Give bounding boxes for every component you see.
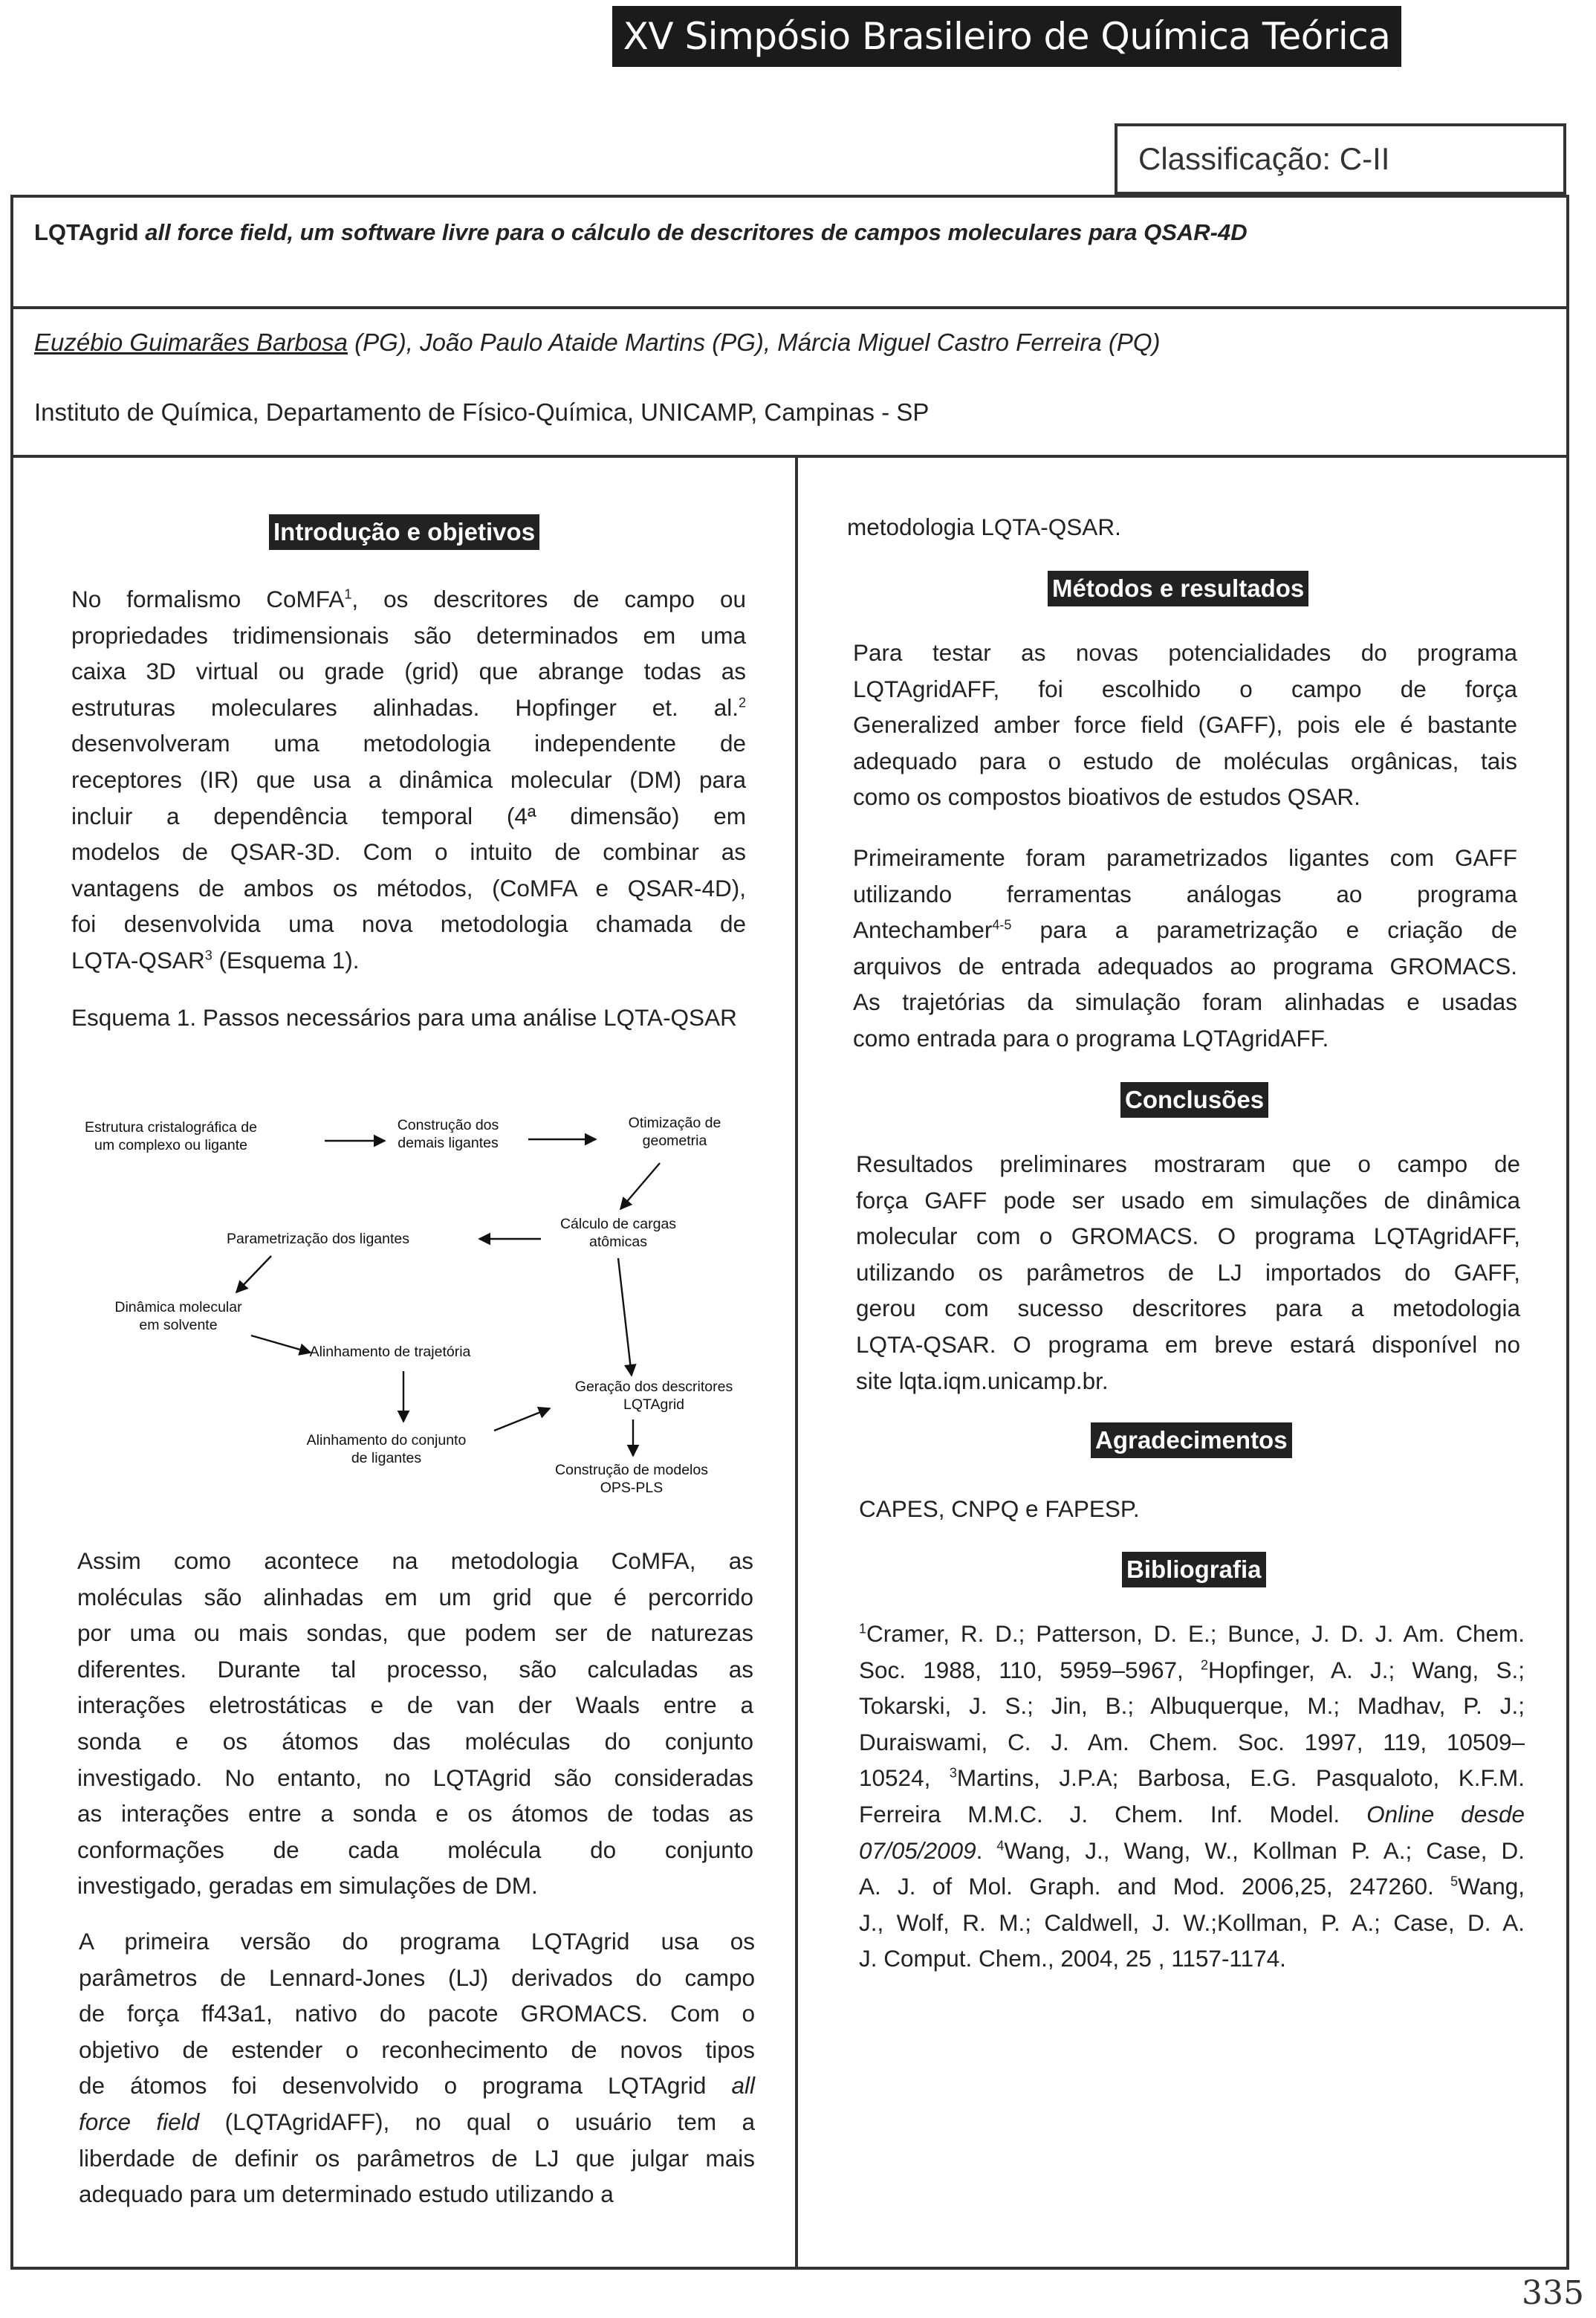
text-line: força GAFF pode ser usado em simulações de dinâmica <box>856 1186 1520 1214</box>
node-set-alignment-l1: Alinhamento do conjunto <box>306 1432 467 1448</box>
text-line: As trajetórias da simulação foram alinhadas e usadas <box>853 988 1517 1016</box>
node-charge-calc-l1: Cálculo de cargas <box>559 1216 677 1232</box>
text-line: estruturas moleculares alinhadas. Hopfinger et. al.$^2$ <box>71 693 746 721</box>
node-ligand-construction-l2: demais ligantes <box>398 1135 499 1151</box>
methods-paragraph-1 <box>853 635 1517 815</box>
text-line: Assim como acontece na metodologia CoMFA, as <box>77 1547 753 1574</box>
text-line: modelos de QSAR-3D. Com o intuito de combinar as <box>71 838 746 866</box>
text-line: Para testar as novas potencialidades do programa <box>853 639 1517 666</box>
section-methods-heading: Métodos e resultados <box>1048 571 1308 606</box>
page-number: 335 <box>1522 2274 1584 2312</box>
methods-paragraph-2 <box>853 840 1517 1057</box>
column-divider <box>795 458 798 2270</box>
text-line: molecular com o GROMACS. O programa LQTAgridAFF, <box>856 1223 1520 1250</box>
text-line: LQTA-QSAR. O programa em breve estará disponível no <box>856 1330 1520 1358</box>
lead-author: Euzébio Guimarães Barbosa <box>34 328 348 356</box>
scheme-caption: Esquema 1. Passos necessários para uma análise LQTA-QSAR <box>71 1004 737 1031</box>
text-line: diferentes. Durante tal processo, são calculadas as <box>77 1655 753 1683</box>
text-line: como os compostos bioativos de estudos QSAR. <box>853 783 1360 811</box>
text-line: Tokarski, J. S.; Jin, B.; Albuquerque, M.; Madhav, P. J.; <box>859 1692 1525 1720</box>
text-line: interações eletrostáticas e de van der Waals entre a <box>77 1691 753 1719</box>
text-line: Antechamber$^{4-5}$ para a parametrização e criação de <box>853 916 1517 944</box>
text-line: de átomos foi desenvolvido o programa LQTAgrid all <box>79 2072 755 2100</box>
text-line: utilizando ferramentas análogas ao programa <box>853 880 1517 907</box>
text-line: conformações de cada molécula do conjunto <box>77 1836 753 1863</box>
node-md-solvent-l1: Dinâmica molecular <box>114 1299 242 1315</box>
text-line: foi desenvolvida uma nova metodologia chamada de <box>71 910 746 938</box>
lqta-qsar-workflow-diagram <box>74 1096 758 1512</box>
text-line: gerou com sucesso descritores para a metodologia <box>856 1295 1520 1322</box>
text-line: desenvolveram uma metodologia independente de <box>71 730 746 757</box>
title-text: all force field, um software livre para o cálculo de descritores de campos moleculares para QSAR-4D <box>138 219 1248 245</box>
text-line: as interações entre a sonda e os átomos de todas as <box>77 1800 753 1827</box>
arrow-set-alignment-to-descriptors <box>494 1408 550 1431</box>
text-line: como entrada para o programa LQTAgridAFF. <box>853 1024 1329 1052</box>
text-line: moléculas são alinhadas em um grid que é percorrido <box>77 1583 753 1610</box>
node-parametrization: Parametrização dos ligantes <box>226 1231 410 1247</box>
node-ligand-construction-l1: Construção dos <box>397 1117 499 1133</box>
text-line: arquivos de entrada adequados ao programa GROMACS. <box>853 952 1517 980</box>
node-descriptor-generation-l1: Geração dos descritores <box>574 1379 733 1395</box>
text-line: Soc. 1988, 110, 5959–5967, $^2$Hopfinger, A. J.; Wang, S.; <box>859 1656 1525 1683</box>
text-line: propriedades tridimensionais são determinados em uma <box>71 621 746 649</box>
text-line: sonda e os átomos das moléculas do conjunto <box>77 1727 753 1755</box>
text-line: liberdade de definir os parâmetros de LJ que julgar mais <box>79 2144 755 2172</box>
intro-paragraph <box>71 581 746 979</box>
text-line: A primeira versão do programa LQTAgrid usa os <box>79 1928 755 1955</box>
section-biblio-heading: Bibliografia <box>1122 1552 1266 1587</box>
text-line: J., Wolf, R. M.; Caldwell, J. W.;Kollman, P. A.; Case, D. A. <box>859 1909 1525 1936</box>
node-ops-pls-l1: Construção de modelos <box>555 1462 708 1478</box>
institution: Instituto de Química, Departamento de Físico-Química, UNICAMP, Campinas - SP <box>34 398 930 426</box>
text-line: LQTAgridAFF, foi escolhido o campo de força <box>853 675 1517 702</box>
text-line: Ferreira M.M.C. J. Chem. Inf. Model. Online desde <box>859 1800 1525 1827</box>
bibliography-list <box>859 1616 1525 1977</box>
text-line: No formalismo CoMFA$^1$, os descritores de campo ou <box>71 586 746 612</box>
text-line: incluir a dependência temporal (4ª dimensão) em <box>71 802 746 829</box>
text-line: site lqta.iqm.unicamp.br. <box>856 1367 1109 1394</box>
text-line: caixa 3D virtual ou grade (grid) que abrange todas as <box>71 658 746 685</box>
node-ops-pls-l2: OPS-PLS <box>600 1480 664 1496</box>
text-line: receptores (IR) que usa a dinâmica molecular (DM) para <box>71 765 746 793</box>
text-line: 07/05/2009. $^4$Wang, J., Wang, W., Kollman P. A.; Case, D. <box>859 1836 1525 1864</box>
grid-paragraph <box>77 1543 753 1904</box>
text-line: parâmetros de Lennard-Jones (LJ) derivados do campo <box>79 1963 755 1991</box>
program-paragraph <box>79 1923 755 2212</box>
node-charge-calc-l2: atômicas <box>588 1234 648 1250</box>
text-line: $^1$Cramer, R. D.; Patterson, D. E.; Bunce, J. D. J. Am. Chem. <box>859 1620 1525 1647</box>
text-line: adequado para o estudo de moléculas orgânicas, tais <box>853 747 1517 774</box>
text-line: Generalized amber force field (GAFF), pois ele é bastante <box>853 711 1517 739</box>
node-descriptor-generation-l2: LQTAgrid <box>623 1396 684 1413</box>
section-conclusions-heading: Conclusões <box>1120 1082 1268 1118</box>
text-line: adequado para um determinado estudo utilizando a <box>79 2181 614 2208</box>
arrow-charges-to-descriptors <box>618 1258 632 1376</box>
text-line: force field (LQTAgridAFF), no qual o usuário tem a <box>79 2108 755 2135</box>
text-line: utilizando os parâmetros de LJ importados do GAFF, <box>856 1258 1520 1286</box>
node-md-solvent-l2: em solvente <box>139 1317 218 1333</box>
node-crystal-structure-l2: um complexo ou ligante <box>94 1137 247 1153</box>
text-line: objetivo de estender o reconhecimento de novos tipos <box>79 2036 755 2063</box>
text-line: Duraiswami, C. J. Am. Chem. Soc. 1997, 119, 10509– <box>859 1728 1525 1755</box>
text-line: vantagens de ambos os métodos, (CoMFA e QSAR-4D), <box>71 874 746 901</box>
conclusions-paragraph <box>856 1146 1520 1399</box>
arrow-parametrization-to-md <box>236 1256 271 1292</box>
node-trajectory-alignment: Alinhamento de trajetória <box>309 1344 471 1360</box>
classification-box: Classificação: C-II <box>1115 123 1566 195</box>
conference-banner: XV Simpósio Brasileiro de Química Teórica <box>612 6 1401 67</box>
text-line: A. J. of Mol. Graph. and Mod. 2006,25, 247260. $^5$Wang, <box>859 1873 1525 1900</box>
text-line: J. Comput. Chem., 2004, 25 , 1157-1174. <box>859 1945 1286 1972</box>
arrow-optimization-to-charges <box>620 1163 660 1209</box>
continued-text: metodologia LQTA-QSAR. <box>847 514 1121 540</box>
node-crystal-structure-l1: Estrutura cristalográfica de <box>85 1119 257 1136</box>
node-geometry-opt-l2: geometria <box>642 1133 707 1149</box>
section-intro-heading: Introdução e objetivos <box>269 514 539 550</box>
node-geometry-opt-l1: Otimização de <box>628 1115 721 1131</box>
text-line: LQTA-QSAR$^3$ (Esquema 1). <box>71 946 360 974</box>
text-line: Primeiramente foram parametrizados ligantes com GAFF <box>853 844 1517 871</box>
title-program: LQTAgrid <box>34 219 139 245</box>
text-line: investigado, geradas em simulações de DM. <box>77 1872 538 1900</box>
text-line: investigado. No entanto, no LQTAgrid são consideradas <box>77 1764 753 1791</box>
text-line: 10524, $^3$Martins, J.P.A; Barbosa, E.G. Pasqualoto, K.F.M. <box>859 1764 1525 1792</box>
arrow-md-to-trajectory <box>251 1336 311 1353</box>
co-authors: (PG), João Paulo Ataide Martins (PG), Márcia Miguel Castro Ferreira (PQ) <box>347 328 1161 356</box>
text-line: por uma ou mais sondas, que podem ser de naturezas <box>77 1619 753 1647</box>
node-set-alignment-l2: de ligantes <box>351 1450 422 1466</box>
text-line: Resultados preliminares mostraram que o campo de <box>856 1150 1520 1177</box>
divider-authors <box>10 455 1569 458</box>
text-line: de força ff43a1, nativo do pacote GROMACS. Com o <box>79 2000 755 2027</box>
author-list <box>34 324 1520 361</box>
section-thanks-heading: Agradecimentos <box>1091 1422 1292 1458</box>
paper-title <box>34 214 1535 251</box>
divider-title <box>10 306 1569 309</box>
thanks-text: CAPES, CNPQ e FAPESP. <box>859 1495 1140 1522</box>
